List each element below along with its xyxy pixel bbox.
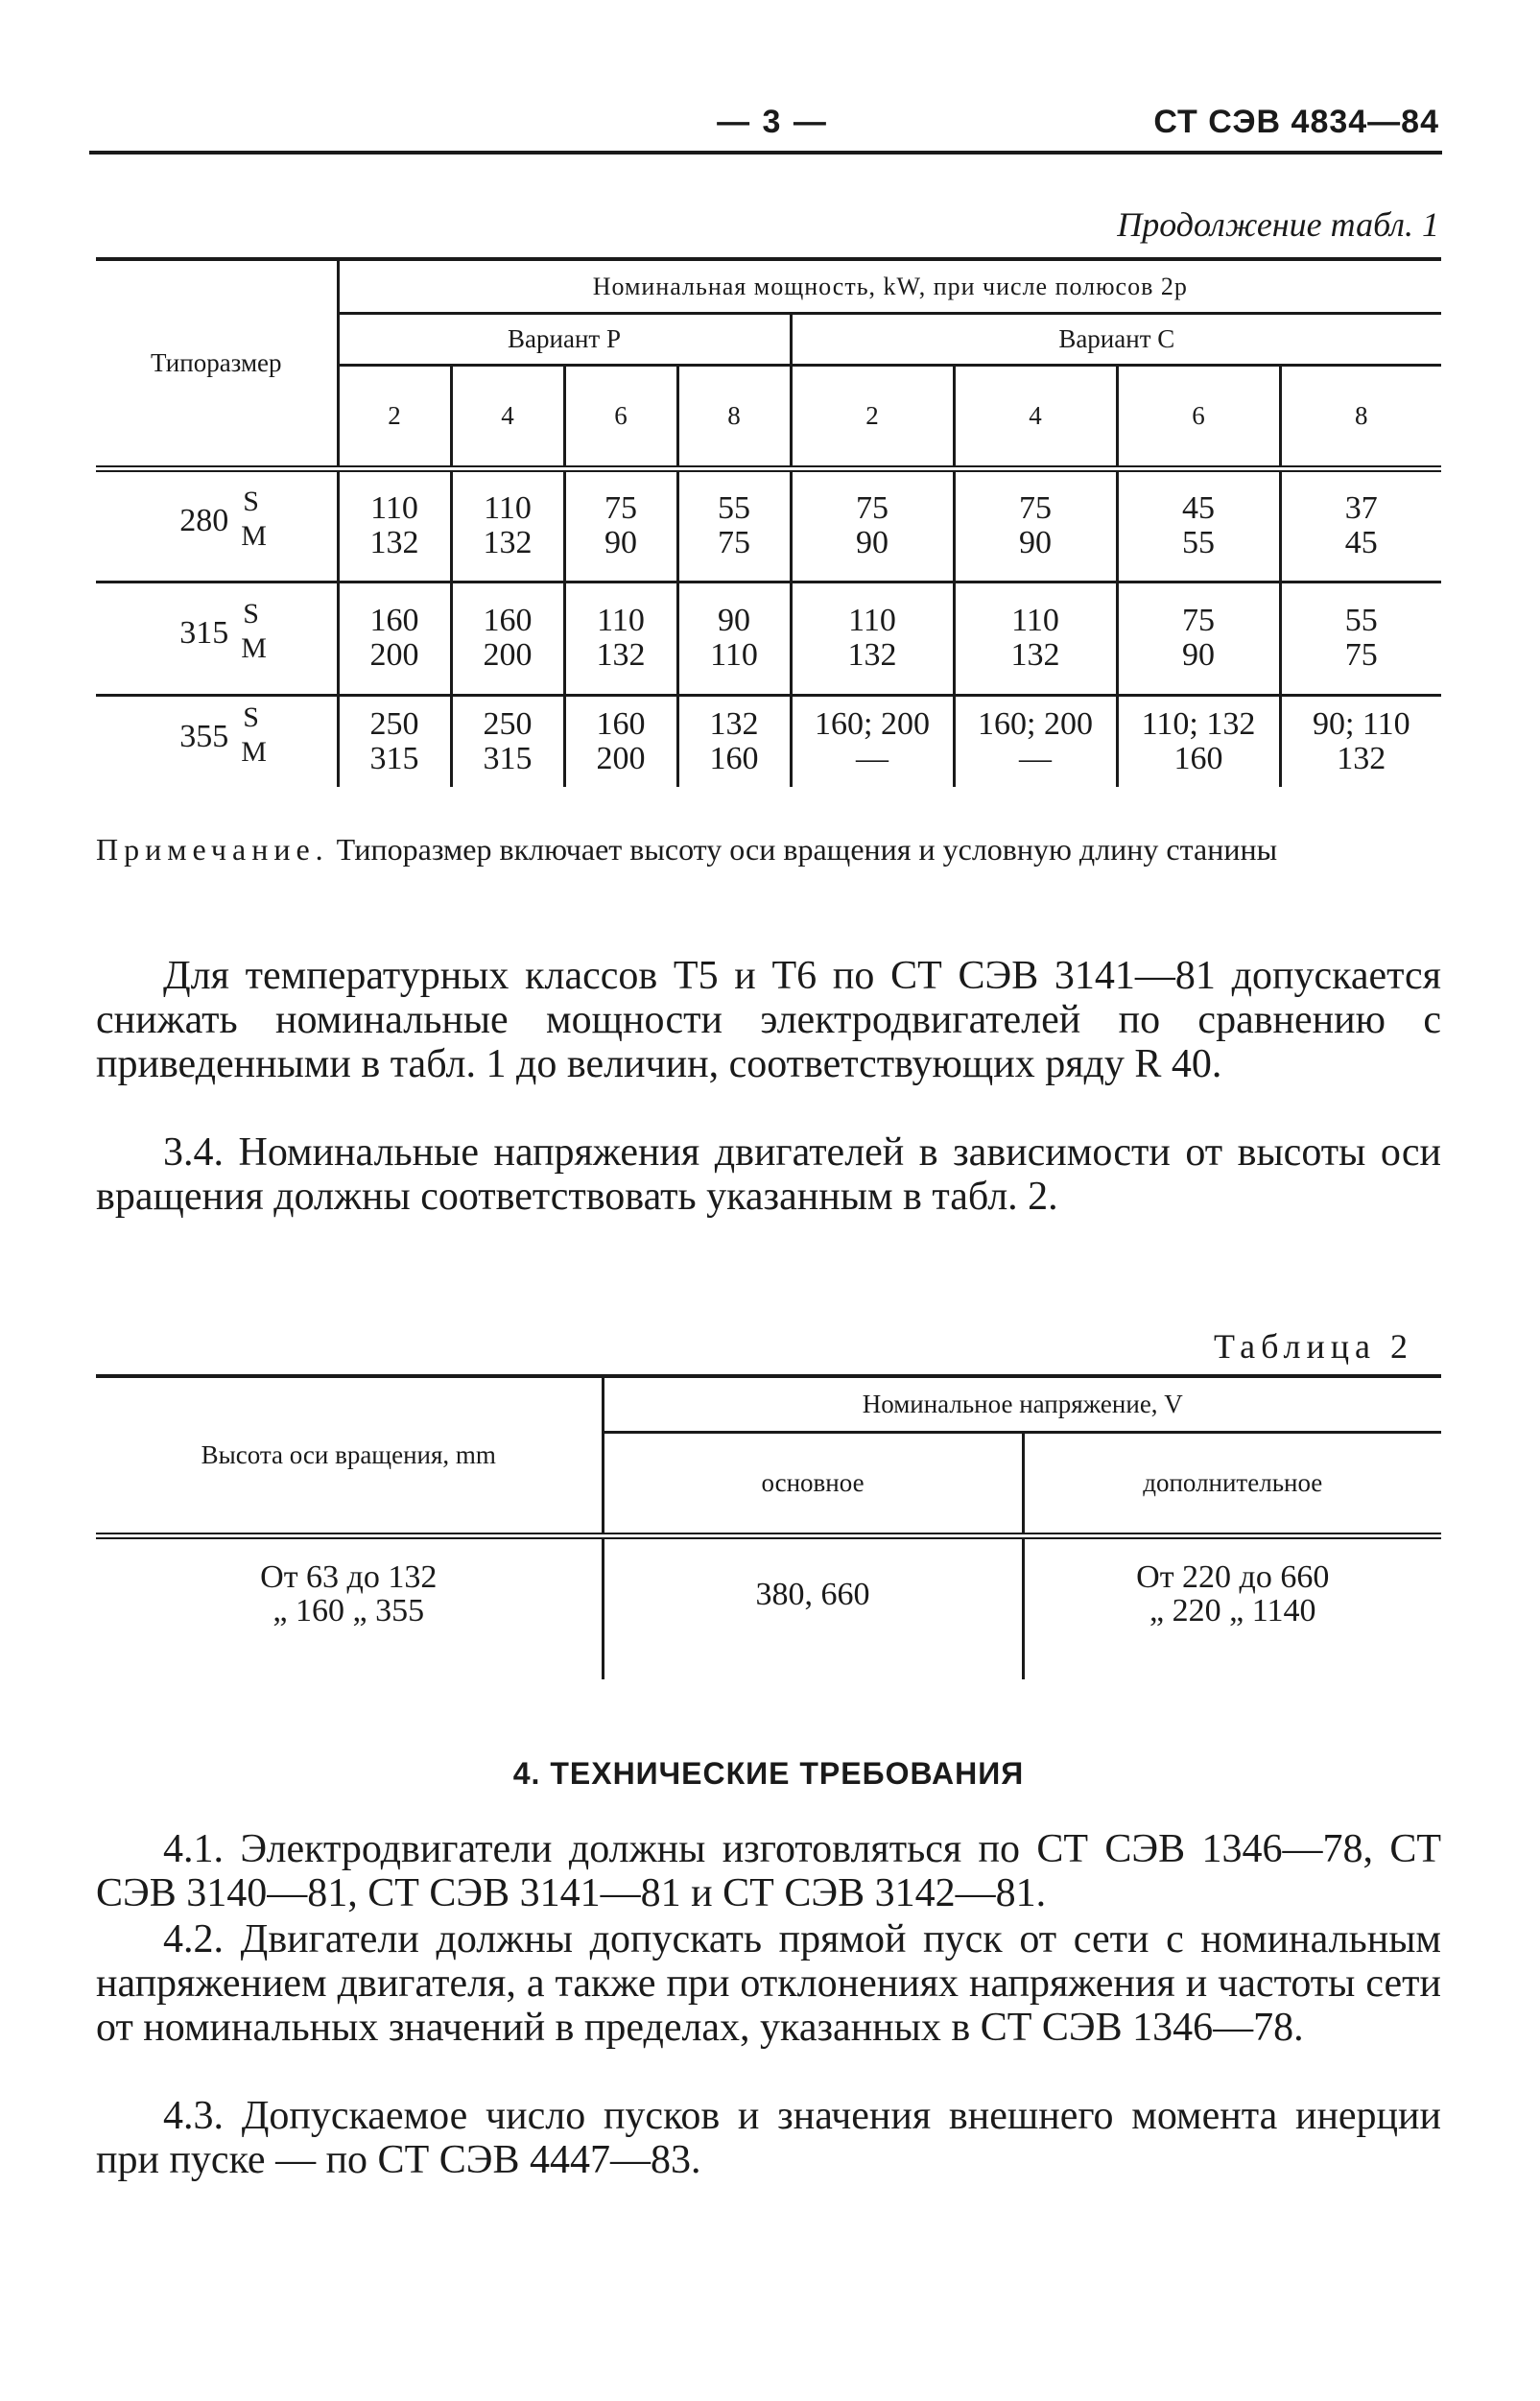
power-cell: 110 132 [338,468,451,582]
additional-voltage-cell: От 220 до 660 „ 220 „ 1140 [1023,1535,1441,1679]
paragraph-3-4: 3.4. Номинальные напряжения двигателей в зависимости от высоты оси вращения должны соответствовать указанным в табл. 2. [96,1130,1441,1219]
pole-header: 2 [338,365,451,468]
power-cell: 110 132 [564,582,677,695]
pole-header: 8 [677,365,791,468]
column-header-additional-voltage: дополнительное [1023,1432,1441,1535]
power-cell: 55 75 [677,468,791,582]
power-cell: 75 90 [564,468,677,582]
pole-header: 2 [791,365,954,468]
table-row [96,695,1441,787]
note-label: Примечание. [96,832,329,867]
power-cell: 160 200 [564,695,677,787]
table1-note [96,831,1439,868]
power-cell: 75 90 [1117,582,1280,695]
axis-height-cell: От 63 до 132 „ 160 „ 355 [260,1558,438,1629]
main-voltage-cell: 380, 660 [603,1535,1023,1679]
row-header-label: Высота оси вращения, mm [201,1440,496,1470]
power-cell: 90 110 [677,582,791,695]
pole-header: 6 [1117,365,1280,468]
power-cell: 110 132 [791,582,954,695]
row-header-cell [96,1376,603,1535]
power-cell: 160 200 [451,582,564,695]
paragraph-temperature-classes: Для температурных классов Т5 и Т6 по СТ СЭВ 3141—81 допускается снижать номинальные мощности электродвигателей по сравнению с приведенными в табл. 1 до величин, соответствующих ряду R 40. [96,954,1441,1086]
power-cell: 160 200 [338,582,451,695]
power-cell: 75 90 [954,468,1117,582]
power-cell: 90; 110 132 [1280,695,1441,787]
row-header-label: Типоразмер [150,348,282,378]
power-cell: 75 90 [791,468,954,582]
variant-p-header: Вариант Р [338,313,791,365]
section-title: 4. ТЕХНИЧЕСКИЕ ТРЕБОВАНИЯ [512,1756,1025,1791]
paragraph-4-1: 4.1. Электродвигатели должны изготовляться по СТ СЭВ 1346—78, СТ СЭВ 3140—81, СТ СЭВ 3141—81 и СТ СЭВ 3142—81. [96,1827,1441,1915]
frame-size-cell [96,468,338,582]
table1-caption: Продолжение табл. 1 [1117,205,1439,244]
power-cell: 55 75 [1280,582,1441,695]
frame-size: 280 S M [179,486,267,553]
table-row [96,468,1441,582]
pole-header: 4 [954,365,1117,468]
frame-size: 355 S M [179,701,267,768]
power-cell: 250 315 [451,695,564,787]
paragraph-4-2: 4.2. Двигатели должны допускать прямой пуск от сети с номинальным напряжением двигателя, а также при отклонениях напряжения и частоты сети от номинальных значений в пределах, указанных в СТ СЭВ 1346—78. [96,1917,1441,2050]
power-cell: 160; 200 — [791,695,954,787]
column-header-main: Номинальное напряжение, V [603,1376,1441,1432]
variant-c-header: Вариант С [791,313,1441,365]
frame-size-cell [96,582,338,695]
power-cell: 110 132 [451,468,564,582]
header-rule [89,151,1442,155]
power-cell: 45 55 [1117,468,1280,582]
power-cell: 110 132 [954,582,1117,695]
table-row [96,1535,1441,1679]
column-header-main: Номинальная мощность, kW, при числе полюсов 2р [338,259,1441,313]
table2-caption: Таблица 2 [1214,1327,1413,1366]
pole-header: 4 [451,365,564,468]
frame-size-cell [96,695,338,787]
standard-code: СТ СЭВ 4834—84 [1153,104,1439,140]
table-row [96,582,1441,695]
power-cell: 37 45 [1280,468,1441,582]
column-header-main-voltage: основное [603,1432,1023,1535]
table1 [96,257,1441,787]
page-number: — 3 — [717,104,828,140]
power-cell: 132 160 [677,695,791,787]
frame-size: 315 S M [179,598,267,665]
row-header-cell [96,259,338,468]
pole-header: 8 [1280,365,1441,468]
paragraph-4-3: 4.3. Допускаемое число пусков и значения внешнего момента инерции при пуске — по СТ СЭВ 4447—83. [96,2094,1441,2182]
note-text: Типоразмер включает высоту оси вращения и условную длину станины [336,832,1278,867]
power-cell: 160; 200 — [954,695,1117,787]
pole-header: 6 [564,365,677,468]
power-cell: 250 315 [338,695,451,787]
table2 [96,1374,1441,1679]
power-cell: 110; 132 160 [1117,695,1280,787]
